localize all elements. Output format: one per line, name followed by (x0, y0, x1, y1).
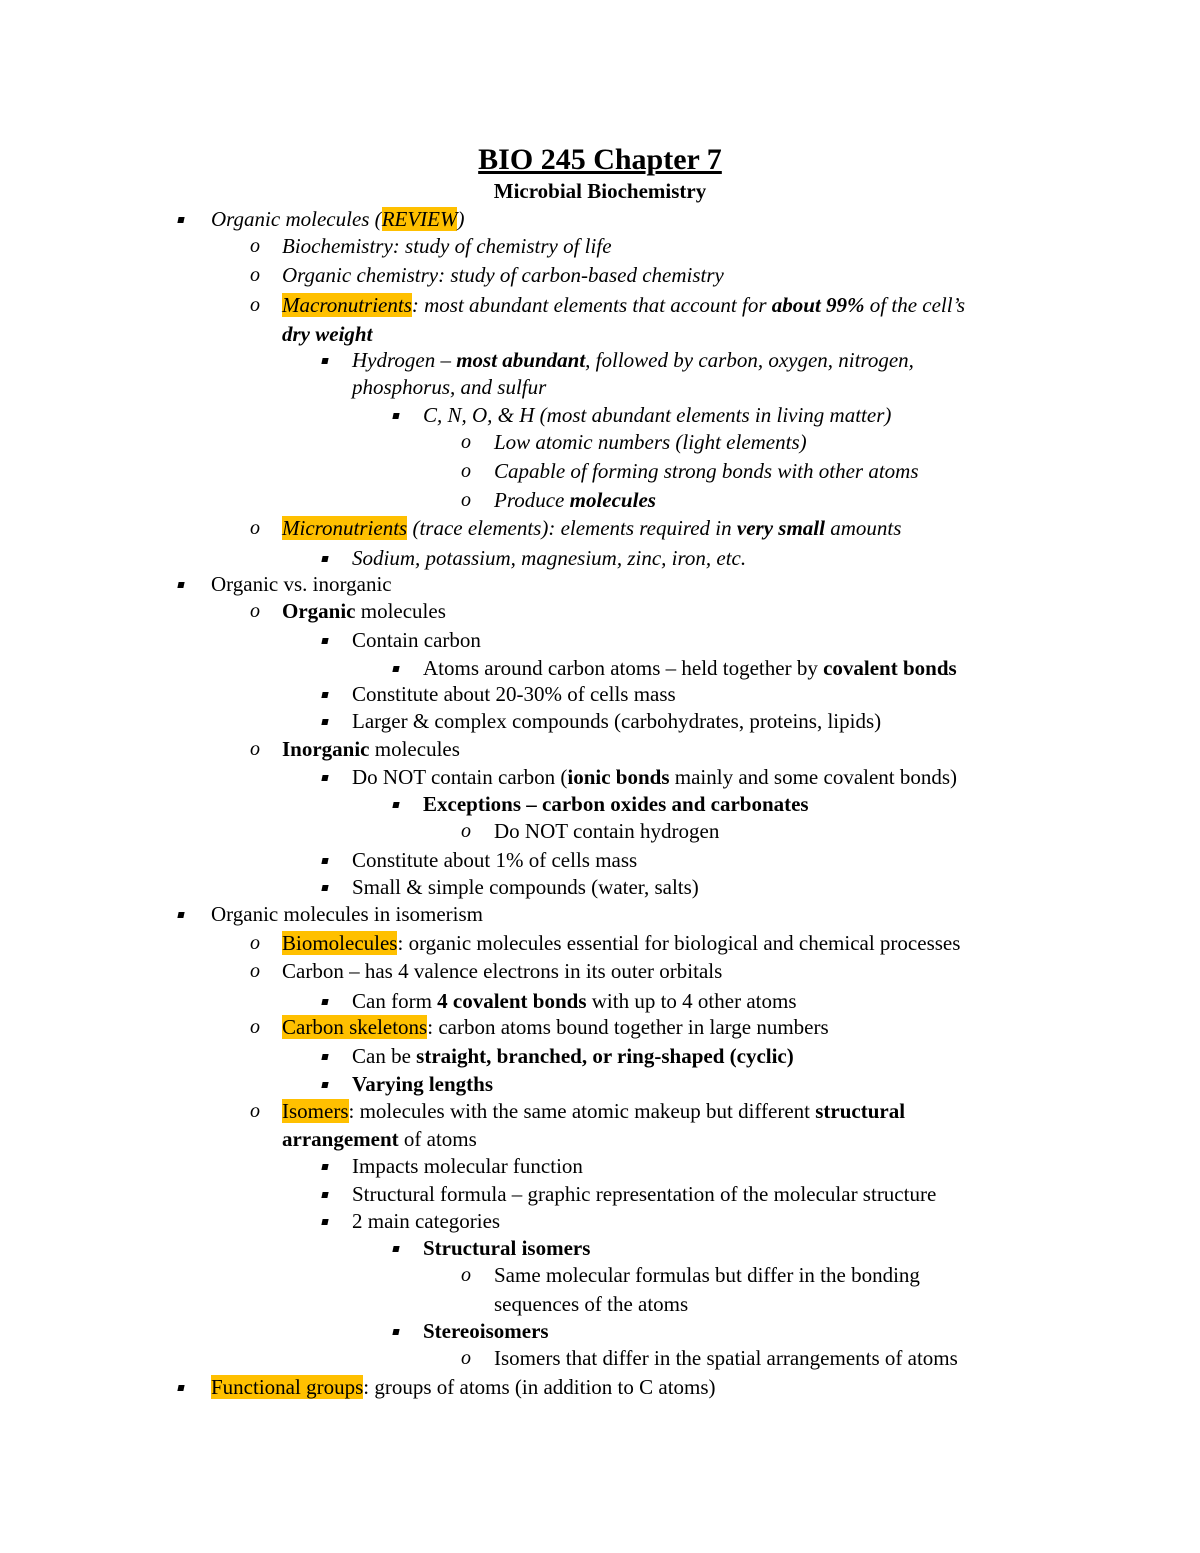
outline-text (352, 1042, 794, 1070)
text-run: Carbon – has 4 valence electrons in its outer orbitals (282, 959, 723, 983)
text-run: 2 main categories (352, 1209, 501, 1233)
bold-term: Varying lengths (352, 1072, 494, 1096)
sub-bullet-marker: o (461, 431, 471, 453)
outline-text (282, 514, 901, 542)
square-bullet-icon (392, 1329, 399, 1335)
sub-bullet-marker: o (461, 489, 471, 511)
text-run: : carbon atoms bound together in large numbers (427, 1015, 829, 1039)
bold-term: Stereoisomers (423, 1319, 549, 1343)
text-run: Contain carbon (352, 628, 481, 652)
sub-bullet-marker: o (461, 460, 471, 482)
square-bullet-icon (321, 999, 328, 1005)
bold-term: straight, branched, or ring-shaped (cyclic) (416, 1044, 794, 1068)
sub-bullet-marker: o (461, 1347, 471, 1369)
text-run: Hydrogen – (352, 348, 457, 372)
square-bullet-icon (321, 692, 328, 698)
outline-text (282, 597, 446, 625)
text-run: , followed by carbon, oxygen, nitrogen, (585, 348, 914, 372)
outline-text (352, 846, 637, 874)
outline-text (494, 817, 719, 845)
outline-text (494, 457, 919, 485)
highlighted-term: Carbon skeletons (282, 1015, 428, 1039)
outline-text (423, 1234, 590, 1262)
outline-text (352, 544, 746, 572)
outline-text (352, 626, 481, 654)
bold-term: Structural isomers (423, 1236, 591, 1260)
outline-text (494, 428, 807, 456)
square-bullet-icon (177, 1385, 184, 1391)
sub-bullet-marker: o (250, 600, 260, 622)
text-run: Constitute about 20-30% of cells mass (352, 682, 676, 706)
text-run: Do NOT contain carbon ( (352, 765, 568, 789)
square-bullet-icon (321, 858, 328, 864)
text-run: Structural formula – graphic representation of the molecular structure (352, 1182, 937, 1206)
text-run: Constitute about 1% of cells mass (352, 848, 638, 872)
text-run: Biochemistry: study of chemistry of life (282, 234, 612, 258)
outline-text (211, 900, 483, 928)
text-run: C, N, O, & H (most abundant elements in living matter) (423, 403, 892, 427)
outline-text (494, 1290, 688, 1318)
outline-text (282, 957, 722, 985)
sub-bullet-marker: o (250, 1100, 260, 1122)
text-run: Sodium, potassium, magnesium, zinc, iron, etc. (352, 546, 747, 570)
text-run: with up to 4 other atoms (586, 989, 797, 1013)
sub-bullet-marker: o (250, 738, 260, 760)
outline-text (494, 486, 656, 514)
text-run: Organic molecules ( (211, 207, 382, 231)
outline-text (423, 1317, 549, 1345)
sub-bullet-marker: o (250, 235, 260, 257)
text-run: Organic chemistry: study of carbon-based chemistry (282, 263, 724, 287)
bold-term: ionic bonds (567, 765, 670, 789)
text-run: Produce (494, 488, 570, 512)
square-bullet-icon (321, 1219, 328, 1225)
highlighted-term: Macronutrients (282, 293, 412, 317)
sub-bullet-marker: o (250, 932, 260, 954)
text-run: Do NOT contain hydrogen (494, 819, 720, 843)
outline-text (352, 1152, 583, 1180)
square-bullet-icon (177, 582, 184, 588)
outline-text (282, 261, 724, 289)
sub-bullet-marker: o (250, 960, 260, 982)
square-bullet-icon (392, 1246, 399, 1252)
outline-text (282, 1125, 477, 1153)
outline-text (352, 1207, 500, 1235)
outline-text (352, 873, 699, 901)
text-run: molecules (355, 599, 446, 623)
bold-term: most abundant (456, 348, 586, 372)
text-run: Atoms around carbon atoms – held together by (423, 656, 824, 680)
square-bullet-icon (321, 719, 328, 725)
square-bullet-icon (321, 1054, 328, 1060)
outline-text (494, 1344, 958, 1372)
outline-text (211, 1373, 716, 1401)
text-run: Low atomic numbers (light elements) (494, 430, 807, 454)
bold-term: Organic (282, 599, 356, 623)
square-bullet-icon (177, 217, 184, 223)
outline-text (211, 570, 392, 598)
text-run: amounts (824, 516, 902, 540)
square-bullet-icon (321, 885, 328, 891)
text-run: Isomers that differ in the spatial arrangements of atoms (494, 1346, 958, 1370)
text-run: Same molecular formulas but differ in the bonding (494, 1263, 920, 1287)
text-run: molecules (369, 737, 460, 761)
outline-text (211, 205, 464, 233)
outline-text (352, 1070, 493, 1098)
highlighted-term: REVIEW (381, 207, 458, 231)
bold-term: 4 covalent bonds (437, 989, 587, 1013)
text-run: phosphorus, and sulfur (352, 375, 547, 399)
text-run: Small & simple compounds (water, salts) (352, 875, 699, 899)
square-bullet-icon (321, 638, 328, 644)
square-bullet-icon (321, 775, 328, 781)
sub-bullet-marker: o (461, 1264, 471, 1286)
page-subtitle: Microbial Biochemistry (493, 179, 707, 203)
square-bullet-icon (321, 556, 328, 562)
bold-term: dry weight (282, 322, 373, 346)
outline-text (352, 346, 914, 374)
highlighted-term: Functional groups (211, 1375, 364, 1399)
text-run: ) (457, 207, 465, 231)
outline-text (282, 232, 612, 260)
text-run: Capable of forming strong bonds with other atoms (494, 459, 919, 483)
outline-text (282, 320, 372, 348)
outline-text (352, 680, 676, 708)
text-run: : groups of atoms (in addition to C atoms) (363, 1375, 716, 1399)
text-run: Can be (352, 1044, 417, 1068)
bold-term: structural (815, 1099, 906, 1123)
text-run: Larger & complex compounds (carbohydrates, proteins, lipids) (352, 709, 882, 733)
bold-term: covalent bonds (823, 656, 957, 680)
square-bullet-icon (392, 802, 399, 808)
text-run: Impacts molecular function (352, 1154, 583, 1178)
text-run: : organic molecules essential for biological and chemical processes (397, 931, 961, 955)
outline-text (282, 291, 965, 319)
square-bullet-icon (321, 1164, 328, 1170)
square-bullet-icon (321, 358, 328, 364)
sub-bullet-marker: o (250, 264, 260, 286)
page-title: BIO 245 Chapter 7 (478, 143, 722, 176)
bold-term: very small (736, 516, 825, 540)
bold-term: Exceptions – carbon oxides and carbonates (423, 792, 809, 816)
outline-text (282, 735, 460, 763)
outline-text (352, 373, 546, 401)
bold-term: arrangement (282, 1127, 399, 1151)
outline-text (282, 929, 960, 957)
text-run: (trace elements): elements required in (407, 516, 737, 540)
sub-bullet-marker: o (250, 294, 260, 316)
outline-text (423, 654, 957, 682)
text-run: Can form (352, 989, 438, 1013)
square-bullet-icon (177, 912, 184, 918)
outline-text (352, 707, 881, 735)
text-run: mainly and some covalent bonds) (669, 765, 958, 789)
text-run: of the cell’s (864, 293, 966, 317)
square-bullet-icon (321, 1082, 328, 1088)
outline-text (352, 987, 797, 1015)
highlighted-term: Micronutrients (282, 516, 408, 540)
square-bullet-icon (321, 1192, 328, 1198)
text-run: : most abundant elements that account for (411, 293, 772, 317)
outline-text (423, 401, 891, 429)
sub-bullet-marker: o (250, 1016, 260, 1038)
bold-term: molecules (569, 488, 656, 512)
outline-text (352, 1180, 936, 1208)
square-bullet-icon (392, 413, 399, 419)
text-run: : molecules with the same atomic makeup but different (348, 1099, 816, 1123)
bold-term: about 99% (771, 293, 865, 317)
outline-text (282, 1013, 829, 1041)
text-run: of atoms (398, 1127, 477, 1151)
outline-text (494, 1261, 920, 1289)
text-run: Organic molecules in isomerism (211, 902, 483, 926)
highlighted-term: Biomolecules (282, 931, 398, 955)
highlighted-term: Isomers (282, 1099, 349, 1123)
text-run: Organic vs. inorganic (211, 572, 392, 596)
outline-text (282, 1097, 905, 1125)
text-run: sequences of the atoms (494, 1292, 689, 1316)
sub-bullet-marker: o (461, 820, 471, 842)
sub-bullet-marker: o (250, 517, 260, 539)
bold-term: Inorganic (282, 737, 370, 761)
outline-text (423, 790, 809, 818)
square-bullet-icon (392, 666, 399, 672)
outline-text (352, 763, 957, 791)
